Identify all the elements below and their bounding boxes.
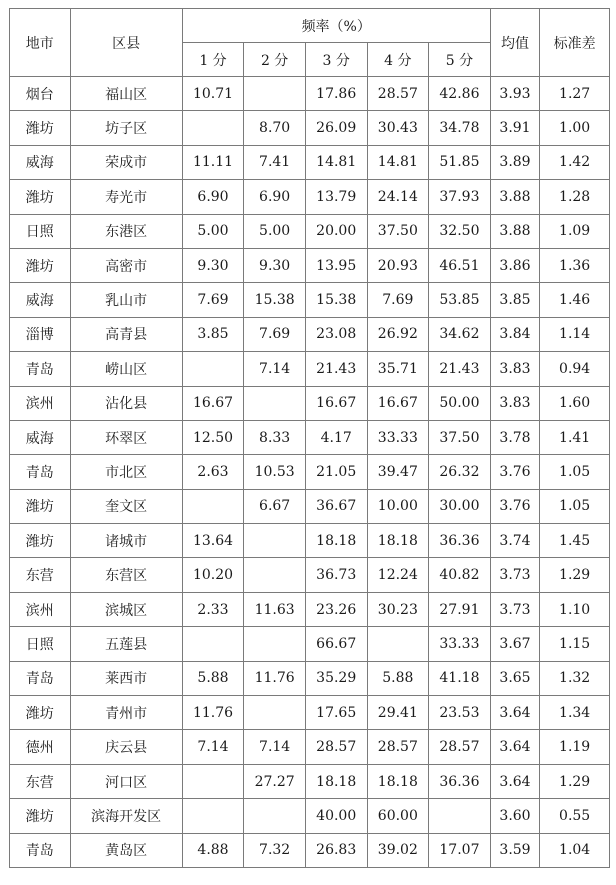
cell-freq-1: 4.88	[182, 833, 244, 867]
cell-freq-1: 13.64	[182, 524, 244, 558]
cell-mean: 3.74	[490, 524, 539, 558]
cell-mean: 3.73	[490, 592, 539, 626]
cell-freq-4: 18.18	[367, 764, 429, 798]
cell-freq-2	[244, 799, 306, 833]
cell-county: 滨城区	[70, 592, 182, 626]
cell-freq-2: 7.41	[244, 145, 306, 179]
table-row	[10, 386, 610, 420]
cell-freq-3: 4.17	[305, 420, 367, 454]
cell-sd: 1.32	[540, 661, 610, 695]
cell-freq-2: 7.14	[244, 730, 306, 764]
cell-freq-5: 37.50	[429, 420, 491, 454]
cell-freq-5: 50.00	[429, 386, 491, 420]
cell-freq-2: 9.30	[244, 248, 306, 282]
cell-freq-5: 34.78	[429, 111, 491, 145]
cell-sd: 1.09	[540, 214, 610, 248]
cell-freq-1: 11.76	[182, 696, 244, 730]
cell-mean: 3.76	[490, 455, 539, 489]
cell-county: 福山区	[70, 77, 182, 111]
cell-sd: 1.19	[540, 730, 610, 764]
cell-sd: 1.41	[540, 420, 610, 454]
cell-freq-5: 30.00	[429, 489, 491, 523]
cell-county: 五莲县	[70, 627, 182, 661]
table-row	[10, 455, 610, 489]
table-row	[10, 489, 610, 523]
table-row	[10, 317, 610, 351]
table-row	[10, 764, 610, 798]
cell-freq-3: 14.81	[305, 145, 367, 179]
cell-freq-5: 42.86	[429, 77, 491, 111]
cell-city: 青岛	[10, 833, 71, 867]
cell-freq-1	[182, 764, 244, 798]
cell-freq-3: 23.08	[305, 317, 367, 351]
cell-mean: 3.64	[490, 764, 539, 798]
cell-city: 滨州	[10, 386, 71, 420]
cell-freq-1	[182, 352, 244, 386]
cell-county: 沾化县	[70, 386, 182, 420]
cell-freq-3: 17.65	[305, 696, 367, 730]
cell-sd: 1.15	[540, 627, 610, 661]
cell-freq-3: 20.00	[305, 214, 367, 248]
cell-city: 潍坊	[10, 180, 71, 214]
cell-city: 东营	[10, 558, 71, 592]
cell-freq-5: 36.36	[429, 524, 491, 558]
cell-city: 潍坊	[10, 248, 71, 282]
cell-freq-2: 11.63	[244, 592, 306, 626]
cell-county: 河口区	[70, 764, 182, 798]
cell-freq-5: 40.82	[429, 558, 491, 592]
cell-mean: 3.59	[490, 833, 539, 867]
cell-freq-1: 12.50	[182, 420, 244, 454]
cell-freq-4: 60.00	[367, 799, 429, 833]
cell-freq-5: 26.32	[429, 455, 491, 489]
cell-city: 日照	[10, 627, 71, 661]
cell-city: 威海	[10, 145, 71, 179]
cell-freq-1: 7.14	[182, 730, 244, 764]
cell-county: 高密市	[70, 248, 182, 282]
cell-sd: 1.05	[540, 489, 610, 523]
cell-freq-1: 3.85	[182, 317, 244, 351]
cell-freq-5: 27.91	[429, 592, 491, 626]
cell-mean: 3.93	[490, 77, 539, 111]
table-row	[10, 352, 610, 386]
cell-city: 烟台	[10, 77, 71, 111]
cell-freq-1	[182, 111, 244, 145]
cell-city: 潍坊	[10, 524, 71, 558]
cell-city: 潍坊	[10, 696, 71, 730]
cell-freq-4: 12.24	[367, 558, 429, 592]
cell-county: 坊子区	[70, 111, 182, 145]
cell-freq-1: 2.63	[182, 455, 244, 489]
cell-county: 东营区	[70, 558, 182, 592]
cell-sd: 1.60	[540, 386, 610, 420]
cell-county: 黄岛区	[70, 833, 182, 867]
cell-freq-3: 26.83	[305, 833, 367, 867]
cell-county: 市北区	[70, 455, 182, 489]
cell-freq-5: 36.36	[429, 764, 491, 798]
cell-mean: 3.83	[490, 352, 539, 386]
table-row	[10, 214, 610, 248]
cell-county: 奎文区	[70, 489, 182, 523]
cell-freq-4: 16.67	[367, 386, 429, 420]
cell-freq-2: 11.76	[244, 661, 306, 695]
cell-freq-3: 26.09	[305, 111, 367, 145]
table-row	[10, 627, 610, 661]
cell-county: 崂山区	[70, 352, 182, 386]
cell-county: 诸城市	[70, 524, 182, 558]
cell-freq-5: 51.85	[429, 145, 491, 179]
cell-freq-4: 24.14	[367, 180, 429, 214]
cell-freq-5: 46.51	[429, 248, 491, 282]
cell-county: 莱西市	[70, 661, 182, 695]
cell-freq-4: 20.93	[367, 248, 429, 282]
cell-freq-5: 33.33	[429, 627, 491, 661]
cell-freq-2: 27.27	[244, 764, 306, 798]
cell-mean: 3.85	[490, 283, 539, 317]
cell-freq-5: 41.18	[429, 661, 491, 695]
cell-sd: 1.29	[540, 764, 610, 798]
header-county: 区县	[70, 9, 182, 77]
cell-sd: 1.34	[540, 696, 610, 730]
cell-county: 寿光市	[70, 180, 182, 214]
table-row	[10, 145, 610, 179]
cell-freq-1: 6.90	[182, 180, 244, 214]
cell-mean: 3.65	[490, 661, 539, 695]
cell-freq-3: 28.57	[305, 730, 367, 764]
header-score-1: 1 分	[182, 43, 244, 77]
cell-freq-3: 36.67	[305, 489, 367, 523]
header-city: 地市	[10, 9, 71, 77]
cell-freq-4: 39.47	[367, 455, 429, 489]
cell-mean: 3.89	[490, 145, 539, 179]
table-header	[10, 9, 610, 77]
cell-freq-3: 13.95	[305, 248, 367, 282]
cell-sd: 1.45	[540, 524, 610, 558]
cell-freq-2: 8.33	[244, 420, 306, 454]
cell-freq-4: 18.18	[367, 524, 429, 558]
cell-freq-3: 21.43	[305, 352, 367, 386]
cell-city: 青岛	[10, 661, 71, 695]
cell-freq-2: 10.53	[244, 455, 306, 489]
cell-freq-1: 10.71	[182, 77, 244, 111]
cell-city: 威海	[10, 283, 71, 317]
cell-freq-3: 17.86	[305, 77, 367, 111]
table-body	[10, 77, 610, 868]
cell-city: 日照	[10, 214, 71, 248]
header-score-4: 4 分	[367, 43, 429, 77]
cell-freq-1: 11.11	[182, 145, 244, 179]
cell-freq-3: 21.05	[305, 455, 367, 489]
cell-freq-3: 16.67	[305, 386, 367, 420]
cell-sd: 1.00	[540, 111, 610, 145]
cell-freq-4: 14.81	[367, 145, 429, 179]
cell-sd: 1.46	[540, 283, 610, 317]
cell-city: 潍坊	[10, 111, 71, 145]
cell-sd: 1.36	[540, 248, 610, 282]
cell-freq-4: 29.41	[367, 696, 429, 730]
cell-freq-3: 15.38	[305, 283, 367, 317]
header-score-2: 2 分	[244, 43, 306, 77]
cell-freq-5: 23.53	[429, 696, 491, 730]
cell-county: 高青县	[70, 317, 182, 351]
cell-city: 东营	[10, 764, 71, 798]
table-row	[10, 180, 610, 214]
header-frequency: 频率（%）	[182, 9, 490, 43]
cell-freq-3: 13.79	[305, 180, 367, 214]
cell-sd: 1.29	[540, 558, 610, 592]
table-row	[10, 661, 610, 695]
cell-county: 青州市	[70, 696, 182, 730]
cell-freq-4: 26.92	[367, 317, 429, 351]
cell-mean: 3.91	[490, 111, 539, 145]
cell-freq-2	[244, 386, 306, 420]
cell-sd: 1.10	[540, 592, 610, 626]
cell-freq-4: 28.57	[367, 77, 429, 111]
cell-freq-4: 30.23	[367, 592, 429, 626]
cell-freq-3: 36.73	[305, 558, 367, 592]
table-row	[10, 696, 610, 730]
cell-mean: 3.78	[490, 420, 539, 454]
cell-mean: 3.86	[490, 248, 539, 282]
cell-freq-4: 7.69	[367, 283, 429, 317]
cell-freq-5	[429, 799, 491, 833]
cell-freq-1: 10.20	[182, 558, 244, 592]
cell-freq-2	[244, 558, 306, 592]
cell-freq-2: 6.90	[244, 180, 306, 214]
cell-sd: 1.04	[540, 833, 610, 867]
cell-sd: 1.28	[540, 180, 610, 214]
cell-city: 德州	[10, 730, 71, 764]
cell-freq-2: 7.69	[244, 317, 306, 351]
cell-freq-4: 35.71	[367, 352, 429, 386]
cell-freq-5: 28.57	[429, 730, 491, 764]
table-row	[10, 420, 610, 454]
cell-freq-4: 5.88	[367, 661, 429, 695]
cell-freq-5: 17.07	[429, 833, 491, 867]
cell-freq-4: 37.50	[367, 214, 429, 248]
cell-freq-1: 5.00	[182, 214, 244, 248]
cell-freq-4: 39.02	[367, 833, 429, 867]
table-row	[10, 833, 610, 867]
cell-county: 滨海开发区	[70, 799, 182, 833]
cell-mean: 3.88	[490, 214, 539, 248]
cell-mean: 3.76	[490, 489, 539, 523]
header-score-5: 5 分	[429, 43, 491, 77]
cell-freq-4	[367, 627, 429, 661]
cell-freq-1: 9.30	[182, 248, 244, 282]
cell-freq-2: 7.32	[244, 833, 306, 867]
cell-county: 庆云县	[70, 730, 182, 764]
cell-county: 荣成市	[70, 145, 182, 179]
cell-mean: 3.84	[490, 317, 539, 351]
cell-city: 潍坊	[10, 799, 71, 833]
header-mean: 均值	[490, 9, 539, 77]
cell-freq-3: 18.18	[305, 524, 367, 558]
cell-freq-2: 5.00	[244, 214, 306, 248]
cell-freq-5: 32.50	[429, 214, 491, 248]
cell-freq-1	[182, 799, 244, 833]
cell-city: 青岛	[10, 352, 71, 386]
cell-freq-4: 30.43	[367, 111, 429, 145]
table-row	[10, 283, 610, 317]
cell-mean: 3.73	[490, 558, 539, 592]
cell-freq-3: 23.26	[305, 592, 367, 626]
cell-county: 乳山市	[70, 283, 182, 317]
cell-freq-2: 8.70	[244, 111, 306, 145]
cell-freq-5: 37.93	[429, 180, 491, 214]
cell-freq-2	[244, 696, 306, 730]
cell-freq-4: 10.00	[367, 489, 429, 523]
cell-freq-2	[244, 627, 306, 661]
cell-freq-1: 5.88	[182, 661, 244, 695]
cell-city: 淄博	[10, 317, 71, 351]
cell-sd: 1.14	[540, 317, 610, 351]
cell-mean: 3.83	[490, 386, 539, 420]
cell-mean: 3.64	[490, 696, 539, 730]
cell-county: 环翠区	[70, 420, 182, 454]
cell-freq-3: 40.00	[305, 799, 367, 833]
table-row	[10, 592, 610, 626]
cell-mean: 3.67	[490, 627, 539, 661]
cell-sd: 1.05	[540, 455, 610, 489]
cell-freq-3: 18.18	[305, 764, 367, 798]
cell-freq-2: 15.38	[244, 283, 306, 317]
frequency-table	[9, 8, 610, 868]
table-row	[10, 799, 610, 833]
cell-city: 青岛	[10, 455, 71, 489]
cell-sd: 1.27	[540, 77, 610, 111]
cell-freq-5: 53.85	[429, 283, 491, 317]
cell-sd: 0.94	[540, 352, 610, 386]
cell-freq-5: 34.62	[429, 317, 491, 351]
cell-freq-4: 28.57	[367, 730, 429, 764]
cell-freq-4: 33.33	[367, 420, 429, 454]
table-row	[10, 111, 610, 145]
cell-mean: 3.88	[490, 180, 539, 214]
cell-freq-1	[182, 627, 244, 661]
cell-freq-2: 7.14	[244, 352, 306, 386]
cell-freq-3: 66.67	[305, 627, 367, 661]
table-row	[10, 730, 610, 764]
cell-city: 潍坊	[10, 489, 71, 523]
cell-freq-5: 21.43	[429, 352, 491, 386]
cell-freq-2: 6.67	[244, 489, 306, 523]
cell-freq-3: 35.29	[305, 661, 367, 695]
cell-mean: 3.64	[490, 730, 539, 764]
cell-freq-2	[244, 77, 306, 111]
cell-sd: 0.55	[540, 799, 610, 833]
cell-city: 威海	[10, 420, 71, 454]
header-sd: 标准差	[540, 9, 610, 77]
cell-freq-1	[182, 489, 244, 523]
cell-city: 滨州	[10, 592, 71, 626]
cell-sd: 1.42	[540, 145, 610, 179]
table-row	[10, 524, 610, 558]
header-score-3: 3 分	[305, 43, 367, 77]
cell-freq-1: 16.67	[182, 386, 244, 420]
table-row	[10, 77, 610, 111]
cell-freq-1: 2.33	[182, 592, 244, 626]
table-row	[10, 558, 610, 592]
cell-county: 东港区	[70, 214, 182, 248]
cell-freq-2	[244, 524, 306, 558]
table-row	[10, 248, 610, 282]
cell-freq-1: 7.69	[182, 283, 244, 317]
cell-mean: 3.60	[490, 799, 539, 833]
frequency-table-container	[9, 8, 610, 868]
